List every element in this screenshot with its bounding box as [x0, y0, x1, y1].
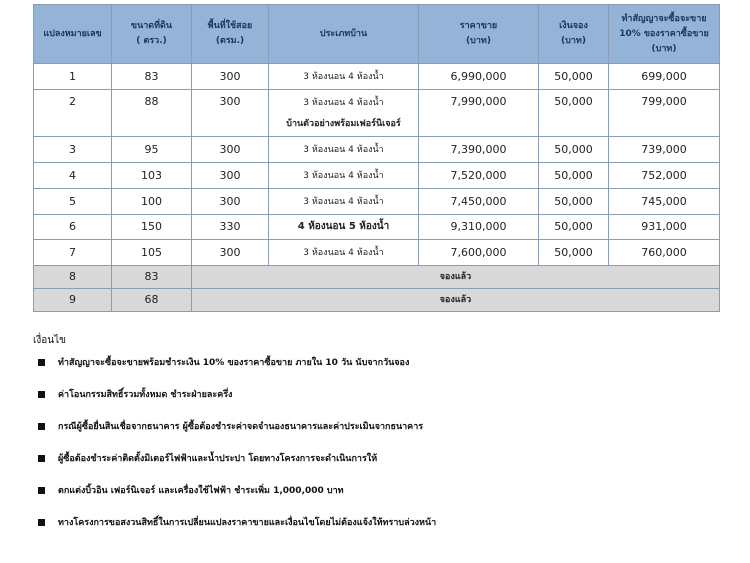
condition-item: ค่าโอนกรรมสิทธิ์รวมทั้งหมด ชำระฝ่ายละครึ่ง [38, 389, 728, 421]
cell-house-type: 3 ห้องนอน 4 ห้องน้ำ [269, 189, 419, 215]
cell-deposit: 50,000 [539, 189, 609, 215]
conditions-title: เงื่อนไข [33, 335, 67, 346]
cell-price: 7,600,000 [419, 240, 539, 266]
cell-land-size: 83 [112, 64, 192, 90]
cell-land-size: 105 [112, 240, 192, 266]
square-bullet-icon [38, 519, 45, 526]
cell-house-type: 3 ห้องนอน 4 ห้องน้ำ [269, 64, 419, 90]
cell-deposit: 50,000 [539, 137, 609, 163]
table-row-sold [34, 289, 720, 312]
cell-plot: 1 [34, 64, 112, 90]
table-row [34, 189, 720, 215]
cell-price: 9,310,000 [419, 215, 539, 240]
header-deposit: เงินจอง (บาท) [539, 5, 609, 64]
cell-deposit: 50,000 [539, 240, 609, 266]
cell-contract: 931,000 [609, 215, 720, 240]
table-row [34, 64, 720, 90]
cell-contract: 739,000 [609, 137, 720, 163]
square-bullet-icon [38, 391, 45, 398]
cell-land-size: 100 [112, 189, 192, 215]
cell-house-type: 3 ห้องนอน 4 ห้องน้ำ [269, 163, 419, 189]
condition-item: ทำสัญญาจะซื้อจะขายพร้อมชำระเงิน 10% ของราคาซื้อขาย ภายใน 10 วัน นับจากวันจอง [38, 357, 728, 389]
header-plot: แปลงหมายเลข [34, 5, 112, 64]
table-row [34, 137, 720, 163]
header-contract: ทำสัญญาจะซื้อจะขาย 10% ของราคาซื้อขาย (บาท) [609, 5, 720, 64]
cell-usable-area: 300 [192, 137, 269, 163]
cell-plot: 7 [34, 240, 112, 266]
cell-contract: 745,000 [609, 189, 720, 215]
reserved-status: จองแล้ว [192, 266, 720, 289]
table-row [34, 215, 720, 240]
cell-house-type: 3 ห้องนอน 4 ห้องน้ำ บ้านตัวอย่างพร้อมเฟอร์นิเจอร์ [269, 90, 419, 137]
conditions-list [38, 357, 728, 549]
cell-contract: 752,000 [609, 163, 720, 189]
condition-item: ผู้ซื้อต้องชำระค่าติดตั้งมิเตอร์ไฟฟ้าและน้ำประปา โดยทางโครงการจะดำเนินการให้ [38, 453, 728, 485]
reserved-status: จองแล้ว [192, 289, 720, 312]
cell-land-size: 83 [112, 266, 192, 289]
table-row [34, 240, 720, 266]
cell-land-size: 95 [112, 137, 192, 163]
square-bullet-icon [38, 423, 45, 430]
cell-land-size: 68 [112, 289, 192, 312]
square-bullet-icon [38, 359, 45, 366]
cell-price: 7,990,000 [419, 90, 539, 137]
cell-deposit: 50,000 [539, 163, 609, 189]
condition-item: ตกแต่งบิ้วอิน เฟอร์นิเจอร์ และเครื่องใช้ไฟฟ้า ชำระเพิ่ม 1,000,000 บาท [38, 485, 728, 517]
cell-usable-area: 300 [192, 90, 269, 137]
cell-usable-area: 300 [192, 163, 269, 189]
cell-deposit: 50,000 [539, 215, 609, 240]
cell-price: 7,390,000 [419, 137, 539, 163]
cell-deposit: 50,000 [539, 90, 609, 137]
table-header-row [34, 5, 720, 64]
cell-contract: 799,000 [609, 90, 720, 137]
cell-contract: 699,000 [609, 64, 720, 90]
cell-plot: 2 [34, 90, 112, 137]
cell-plot: 5 [34, 189, 112, 215]
header-price: ราคาขาย (บาท) [419, 5, 539, 64]
cell-price: 7,520,000 [419, 163, 539, 189]
cell-contract: 760,000 [609, 240, 720, 266]
square-bullet-icon [38, 455, 45, 462]
header-usable-area: พื้นที่ใช้สอย (ตรม.) [192, 5, 269, 64]
table-row-sold [34, 266, 720, 289]
condition-item: ทางโครงการขอสงวนสิทธิ์ในการเปลี่ยนแปลงราคาขายและเงื่อนไขโดยไม่ต้องแจ้งให้ทราบล่วงหน้า [38, 517, 728, 549]
cell-house-type: 4 ห้องนอน 5 ห้องน้ำ [269, 215, 419, 240]
cell-plot: 8 [34, 266, 112, 289]
cell-land-size: 103 [112, 163, 192, 189]
header-house-type: ประเภทบ้าน [269, 5, 419, 64]
cell-plot: 9 [34, 289, 112, 312]
table-row [34, 90, 720, 137]
cell-plot: 4 [34, 163, 112, 189]
cell-price: 7,450,000 [419, 189, 539, 215]
header-land-size: ขนาดที่ดิน ( ตรว.) [112, 5, 192, 64]
cell-usable-area: 300 [192, 64, 269, 90]
cell-usable-area: 330 [192, 215, 269, 240]
model-house-note: บ้านตัวอย่างพร้อมเฟอร์นิเจอร์ [286, 119, 401, 129]
price-table [33, 4, 720, 312]
cell-land-size: 150 [112, 215, 192, 240]
cell-plot: 3 [34, 137, 112, 163]
cell-house-type: 3 ห้องนอน 4 ห้องน้ำ [269, 137, 419, 163]
cell-land-size: 88 [112, 90, 192, 137]
condition-item: กรณีผู้ซื้อยื่นสินเชื่อจากธนาคาร ผู้ซื้อต้องชำระค่าจดจำนองธนาคารและค่าประเมินจากธนาคาร [38, 421, 728, 453]
cell-usable-area: 300 [192, 240, 269, 266]
cell-house-type: 3 ห้องนอน 4 ห้องน้ำ [269, 240, 419, 266]
square-bullet-icon [38, 487, 45, 494]
cell-usable-area: 300 [192, 189, 269, 215]
table-row [34, 163, 720, 189]
cell-deposit: 50,000 [539, 64, 609, 90]
cell-price: 6,990,000 [419, 64, 539, 90]
cell-plot: 6 [34, 215, 112, 240]
